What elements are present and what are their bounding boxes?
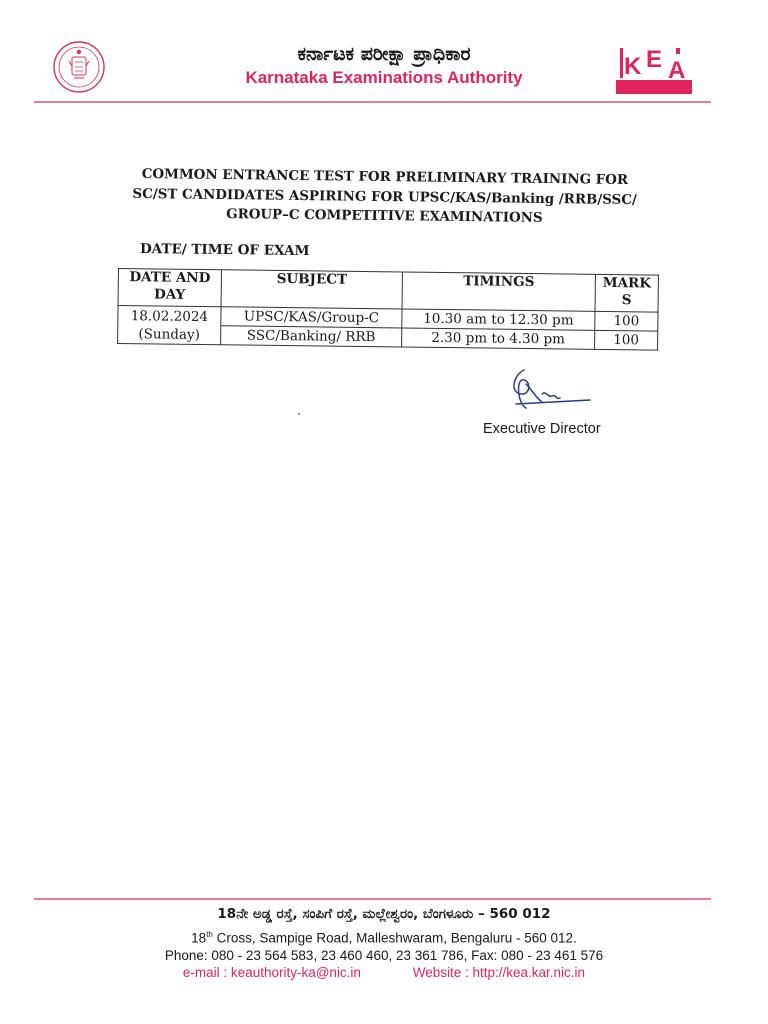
col-header-marks: MARKS bbox=[595, 274, 658, 312]
exam-date: 18.02.2024 bbox=[130, 307, 209, 325]
header-divider bbox=[34, 101, 711, 103]
subject-cell: SSC/Banking/ RRB bbox=[221, 326, 402, 347]
subject-cell: UPSC/KAS/Group-C bbox=[221, 307, 402, 328]
footer-website: Website : http://kea.kar.nic.in bbox=[412, 965, 586, 980]
authority-title-english: Karnataka Examinations Authority bbox=[245, 68, 523, 87]
signature bbox=[502, 364, 592, 416]
exam-schedule-table bbox=[117, 268, 659, 351]
col-header-subject: SUBJECT bbox=[221, 270, 402, 309]
exam-day: (Sunday) bbox=[138, 325, 201, 343]
footer-divider bbox=[34, 898, 711, 900]
notice-heading bbox=[79, 164, 690, 230]
date-cell bbox=[118, 306, 221, 345]
kea-logo-letter-k: K bbox=[624, 53, 642, 80]
marks-cell: 100 bbox=[595, 311, 658, 331]
col-header-date: DATE AND DAY bbox=[118, 269, 221, 307]
timings-cell: 2.30 pm to 4.30 pm bbox=[402, 328, 595, 349]
heading-line-2: SC/ST CANDIDATES ASPIRING FOR UPSC/KAS/Banking /RRB/SSC/ bbox=[132, 185, 637, 208]
marks-cell: 100 bbox=[595, 330, 658, 350]
timings-cell: 10.30 am to 12.30 pm bbox=[402, 309, 595, 330]
signatory-title: Executive Director bbox=[483, 421, 601, 437]
footer-address-english: 18th Cross, Sampige Road, Malleshwaram, Bengaluru - 560 012. bbox=[191, 930, 577, 946]
footer-email: e-mail : keauthority-ka@nic.in bbox=[182, 965, 361, 980]
kea-logo-letter-e: E bbox=[646, 48, 663, 73]
kea-logo bbox=[616, 48, 692, 94]
scan-speck bbox=[298, 413, 300, 415]
footer-phone-fax: Phone: 080 - 23 564 583, 23 460 460, 23 361 786, Fax: 080 - 23 461 576 bbox=[164, 948, 604, 963]
heading-line-1: COMMON ENTRANCE TEST FOR PRELIMINARY TRAINING FOR bbox=[141, 166, 629, 188]
footer-contact bbox=[0, 965, 768, 980]
authority-title-kannada: ಕರ್ನಾಟಕ ಪರೀಕ್ಷಾ ಪ್ರಾಧಿಕಾರ bbox=[297, 43, 471, 65]
heading-line-3: GROUP–C COMPETITIVE EXAMINATIONS bbox=[226, 206, 543, 226]
col-header-timings: TIMINGS bbox=[402, 272, 595, 311]
kea-logo-letter-a: A bbox=[668, 57, 686, 84]
footer-address-kannada: 18ನೇ ಅಡ್ಡ ರಸ್ತೆ, ಸಂಪಿಗೆ ರಸ್ತೆ, ಮಲ್ಲೇಶ್ವರಂ, ಬೆಂಗಳೂರು – 560 012 bbox=[217, 906, 551, 922]
exam-date-subheading: DATE/ TIME OF EXAM bbox=[139, 240, 310, 260]
